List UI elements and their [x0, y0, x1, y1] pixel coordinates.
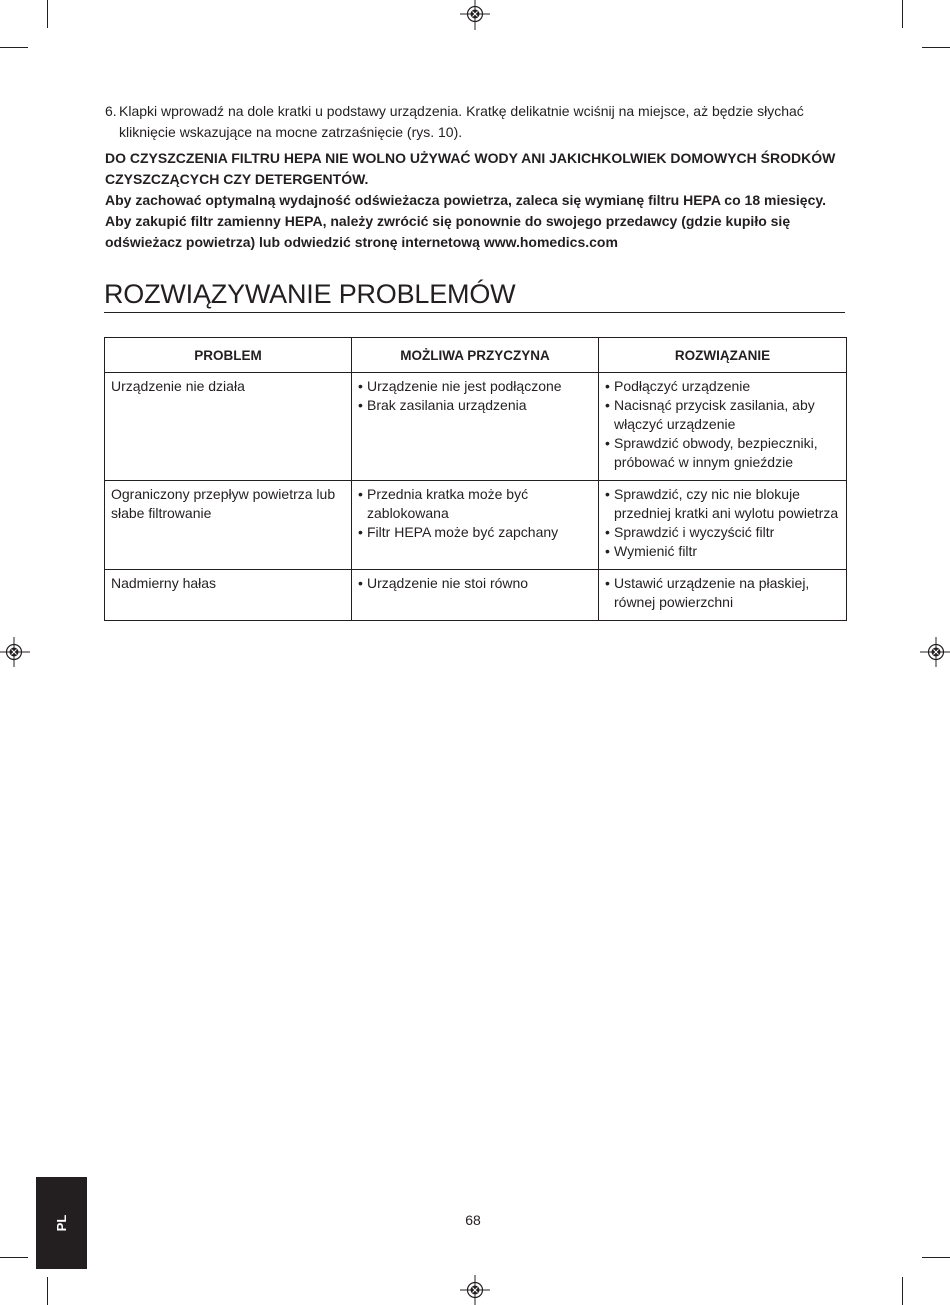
- registration-mark-icon: [920, 637, 950, 667]
- solution-cell: [599, 570, 847, 621]
- list-item: • Sprawdzić, czy nic nie blokuje przedniej kratki ani wylotu powietrza: [605, 485, 840, 523]
- language-tab-label: PL: [53, 1214, 69, 1232]
- problem-cell: Urządzenie nie działa: [105, 373, 352, 481]
- crop-mark: [0, 47, 28, 48]
- list-item: • Ustawić urządzenie na płaskiej, równej powierzchni: [605, 574, 840, 612]
- warning-block: [105, 148, 850, 253]
- warning-text: DO CZYSZCZENIA FILTRU HEPA NIE WOLNO UŻYWAĆ WODY ANI JAKICHKOLWIEK DOMOWYCH ŚRODKÓW CZYSZCZĄCYCH CZY DETERGENTÓW.: [105, 150, 836, 187]
- list-item: • Urządzenie nie stoi równo: [358, 574, 592, 593]
- list-item: • Przednia kratka może być zablokowana: [358, 485, 592, 523]
- crop-mark: [47, 0, 48, 28]
- list-item: • Nacisnąć przycisk zasilania, aby włączyć urządzenie: [605, 396, 840, 434]
- crop-mark: [922, 47, 950, 48]
- table-row: [105, 373, 847, 481]
- crop-mark: [922, 1257, 950, 1258]
- column-header-solution: ROZWIĄZANIE: [599, 338, 847, 373]
- section-title: ROZWIĄZYWANIE PROBLEMÓW: [104, 276, 845, 313]
- step-text: Klapki wprowadź na dole kratki u podstawy urządzenia. Kratkę delikatnie wciśnij na miejsce, aż będzie słychać kliknięcie wskazujące na mocne zatrzaśnięcie (rys. 10).: [119, 103, 804, 140]
- troubleshooting-table: [104, 337, 847, 621]
- list-item: • Filtr HEPA może być zapchany: [358, 523, 592, 542]
- table-row: [105, 570, 847, 621]
- list-item: • Sprawdzić i wyczyścić filtr: [605, 523, 840, 542]
- registration-mark-icon: [460, 0, 490, 30]
- problem-cell: Nadmierny hałas: [105, 570, 352, 621]
- crop-mark: [902, 0, 903, 28]
- list-item: • Podłączyć urządzenie: [605, 377, 840, 396]
- column-header-problem: PROBLEM: [105, 338, 352, 373]
- cause-cell: [352, 481, 599, 570]
- crop-mark: [0, 1257, 28, 1258]
- advice-text: Aby zachować optymalną wydajność odświeżacza powietrza, zaleca się wymianę filtru HEPA co 18 miesięcy. Aby zakupić filtr zamienny HEPA, należy zwrócić się ponownie do swojego przedawcy (gdzie kupiło się odświeżacz powietrza) lub odwiedzić stronę internetową www.homedics.com: [105, 192, 827, 250]
- solution-cell: [599, 481, 847, 570]
- crop-mark: [47, 1277, 48, 1305]
- problem-cell: Ograniczony przepływ powietrza lub słabe filtrowanie: [105, 481, 352, 570]
- table-header-row: [105, 338, 847, 373]
- page-number: 68: [465, 1212, 481, 1228]
- table-row: [105, 481, 847, 570]
- list-item: • Wymienić filtr: [605, 542, 840, 561]
- step-number: 6.: [105, 103, 117, 119]
- registration-mark-icon: [0, 637, 30, 667]
- column-header-cause: MOŻLIWA PRZYCZYNA: [352, 338, 599, 373]
- registration-mark-icon: [460, 1275, 490, 1305]
- list-item: • Sprawdzić obwody, bezpieczniki, próbować w innym gnieździe: [605, 434, 840, 472]
- instruction-step: [105, 101, 845, 143]
- solution-cell: [599, 373, 847, 481]
- list-item: • Urządzenie nie jest podłączone: [358, 377, 592, 396]
- cause-cell: [352, 373, 599, 481]
- language-tab: [36, 1177, 87, 1269]
- list-item: • Brak zasilania urządzenia: [358, 396, 592, 415]
- crop-mark: [902, 1277, 903, 1305]
- cause-cell: [352, 570, 599, 621]
